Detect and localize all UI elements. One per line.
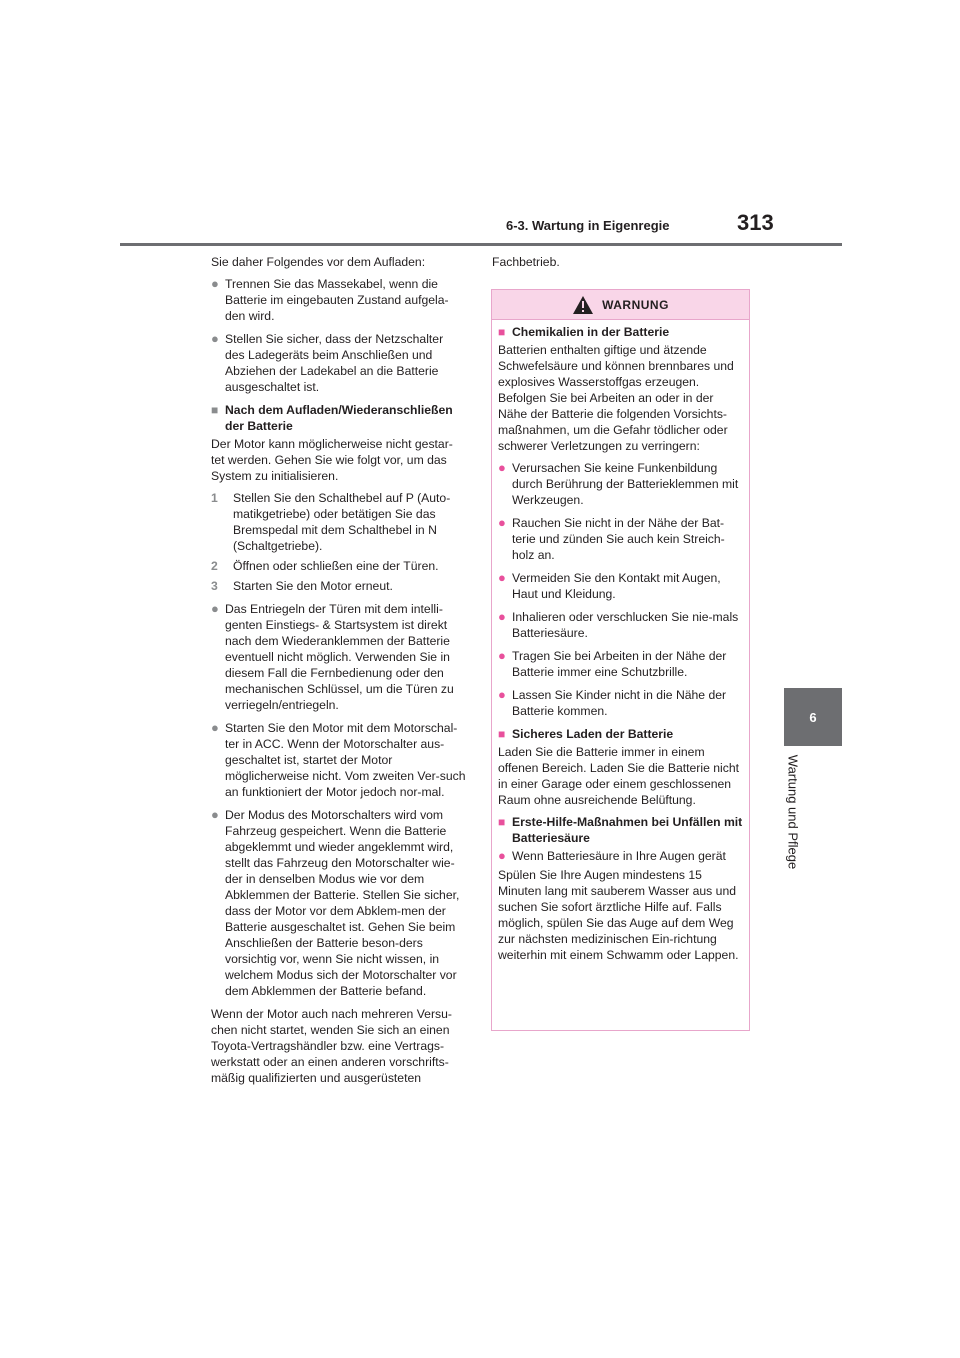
warning-bullet: ● Lassen Sie Kinder nicht in die Nähe der Batterie kommen. xyxy=(498,687,727,718)
warning-heading: ■ Erste-Hilfe-Maßnahmen bei Unfällen mit Batteriesäure xyxy=(498,815,743,845)
warning-paragraph: Batterien enthalten giftige und ätzende Schwefelsäure und können brennbares und explosives Wasserstoffgas erzeugen. Befolgen Sie bei Arbeiten an oder in der Nähe der Batterie die folgenden Vorsichts-maßnahmen, um die Gefahr tödlicher oder schwerer Verletzungen zu verringern: xyxy=(498,343,734,453)
bullet-dot-icon: ● xyxy=(211,720,219,735)
bullet-item: ● Trennen Sie das Massekabel, wenn die Batterie im eingebauten Zustand aufgela-den wird. xyxy=(211,276,449,323)
step-item: 1 Stellen Sie den Schalthebel auf P (Auto-matikgetriebe) oder betätigen Sie das Bremspedal mit dem Schalthebel in N (Schaltgetriebe). xyxy=(211,491,451,553)
section-heading: ■ Nach dem Aufladen/Wiederanschließen der Batterie xyxy=(211,403,453,433)
square-bullet-icon: ■ xyxy=(498,815,506,829)
warning-paragraph: Spülen Sie Ihre Augen mindestens 15 Minuten lang mit sauberem Wasser aus und suchen Sie sofort ärztliche Hilfe auf. Falls möglich, spülen Sie das Auge auf dem Weg zur nächsten medizinischen Ein-richtung weiterhin mit einem Schwamm oder Lappen. xyxy=(498,868,739,962)
page-number: 313 xyxy=(737,210,774,235)
warning-heading: ■ Chemikalien in der Batterie xyxy=(498,325,670,339)
warning-triangle-icon xyxy=(572,295,594,315)
continuation-text: Fachbetrieb. xyxy=(492,255,560,269)
warning-box xyxy=(491,289,750,1031)
header-rule xyxy=(120,243,842,246)
bullet-dot-icon: ● xyxy=(211,601,219,616)
intro-text: Sie daher Folgendes vor dem Aufladen: xyxy=(211,255,426,269)
square-bullet-icon: ■ xyxy=(498,727,506,741)
square-bullet-icon: ■ xyxy=(211,403,219,417)
right-column xyxy=(492,254,752,270)
bullet-dot-icon: ● xyxy=(211,807,219,822)
bullet-item: ● Das Entriegeln der Türen mit dem intelli-genten Einstiegs- & Startsystem ist direkt nach dem Wiederanklemmen der Batterie eventuell nicht möglich. Verwenden Sie in diesem Fall die Fernbedienung oder den mechanischen Schlüssel, um die Türen zu verriegeln/entriegeln. xyxy=(211,601,454,712)
bullet-item: ● Der Modus des Motorschalters wird vom Fahrzeug gespeichert. Wenn die Batterie abgeklemmt und wieder angeklemmt wird, stellt das Fahrzeug den Motorschalter wie-der in denselben Modus wie vor dem Abklemmen der Batterie. Stellen Sie sicher, dass der Motor vor dem Abklem-men der Batterie ausgeschaltet ist. Gehen Sie beim Anschließen der Batterie beson-ders vorsichtig vor, wenn Sie nicht wissen, in welchem Modus sich der Motorschalter vor dem Abklemmen der Batterie befand. xyxy=(211,807,460,998)
bullet-dot-icon: ● xyxy=(498,648,506,663)
warning-paragraph: Laden Sie die Batterie immer in einem offenen Bereich. Laden Sie die Batterie nicht in einer Garage oder einem geschlossenen Raum ohne ausreichende Belüftung. xyxy=(498,745,739,807)
left-column xyxy=(211,254,466,1086)
closing-paragraph: Wenn der Motor auch nach mehreren Versu-chen nicht startet, wenden Sie sich an einen Toyota-Vertragshändler bzw. eine Vertrags-werkstatt oder an einen anderen vorschrifts-mäßig qualifizierten und ausgerüsteten xyxy=(211,1007,452,1085)
section-title: 6-3. Wartung in Eigenregie xyxy=(506,218,670,233)
warning-bullet: ● Rauchen Sie nicht in der Nähe der Bat-terie und zünden Sie auch kein Streich-holz an. xyxy=(498,515,725,562)
warning-header xyxy=(492,290,749,320)
bullet-dot-icon: ● xyxy=(498,687,506,702)
chapter-tab: 6 xyxy=(784,688,842,746)
warning-heading: ■ Sicheres Laden der Batterie xyxy=(498,727,674,741)
paragraph: Der Motor kann möglicherweise nicht gestar-tet werden. Gehen Sie wie folgt vor, um das System zu initialisieren. xyxy=(211,437,453,483)
bullet-item: ● Stellen Sie sicher, dass der Netzschalter des Ladegeräts beim Anschließen und Abziehen der Ladekabel an die Batterie ausgeschaltet ist. xyxy=(211,331,444,394)
warning-bullet: ● Wenn Batteriesäure in Ihre Augen gerät xyxy=(498,848,726,863)
bullet-dot-icon: ● xyxy=(498,570,506,585)
bullet-dot-icon: ● xyxy=(211,331,219,346)
bullet-dot-icon: ● xyxy=(498,515,506,530)
bullet-dot-icon: ● xyxy=(498,460,506,475)
bullet-dot-icon: ● xyxy=(211,276,219,291)
bullet-dot-icon: ● xyxy=(498,848,506,863)
chapter-label: Wartung und Pflege xyxy=(785,754,801,870)
bullet-item: ● Starten Sie den Motor mit dem Motorschal-ter in ACC. Wenn der Motorschalter aus-geschaltet ist, startet der Motor möglicherweise nicht. Vom zweiten Ver-such an funktioniert der Motor jedoch nor-mal. xyxy=(211,720,466,799)
square-bullet-icon: ■ xyxy=(498,325,506,339)
step-item: 2 Öffnen oder schließen eine der Türen. xyxy=(211,559,439,573)
warning-title: WARNUNG xyxy=(602,297,669,312)
step-item: 3 Starten Sie den Motor erneut. xyxy=(211,579,393,593)
warning-bullet: ● Vermeiden Sie den Kontakt mit Augen, Haut und Kleidung. xyxy=(498,570,721,601)
bullet-dot-icon: ● xyxy=(498,609,506,624)
warning-body xyxy=(492,320,749,963)
warning-bullet: ● Tragen Sie bei Arbeiten in der Nähe der Batterie immer eine Schutzbrille. xyxy=(498,648,727,679)
warning-bullet: ● Verursachen Sie keine Funkenbildung durch Berührung der Batterieklemmen mit Werkzeugen. xyxy=(498,460,739,507)
warning-bullet: ● Inhalieren oder verschlucken Sie nie-mals Batteriesäure. xyxy=(498,609,739,640)
